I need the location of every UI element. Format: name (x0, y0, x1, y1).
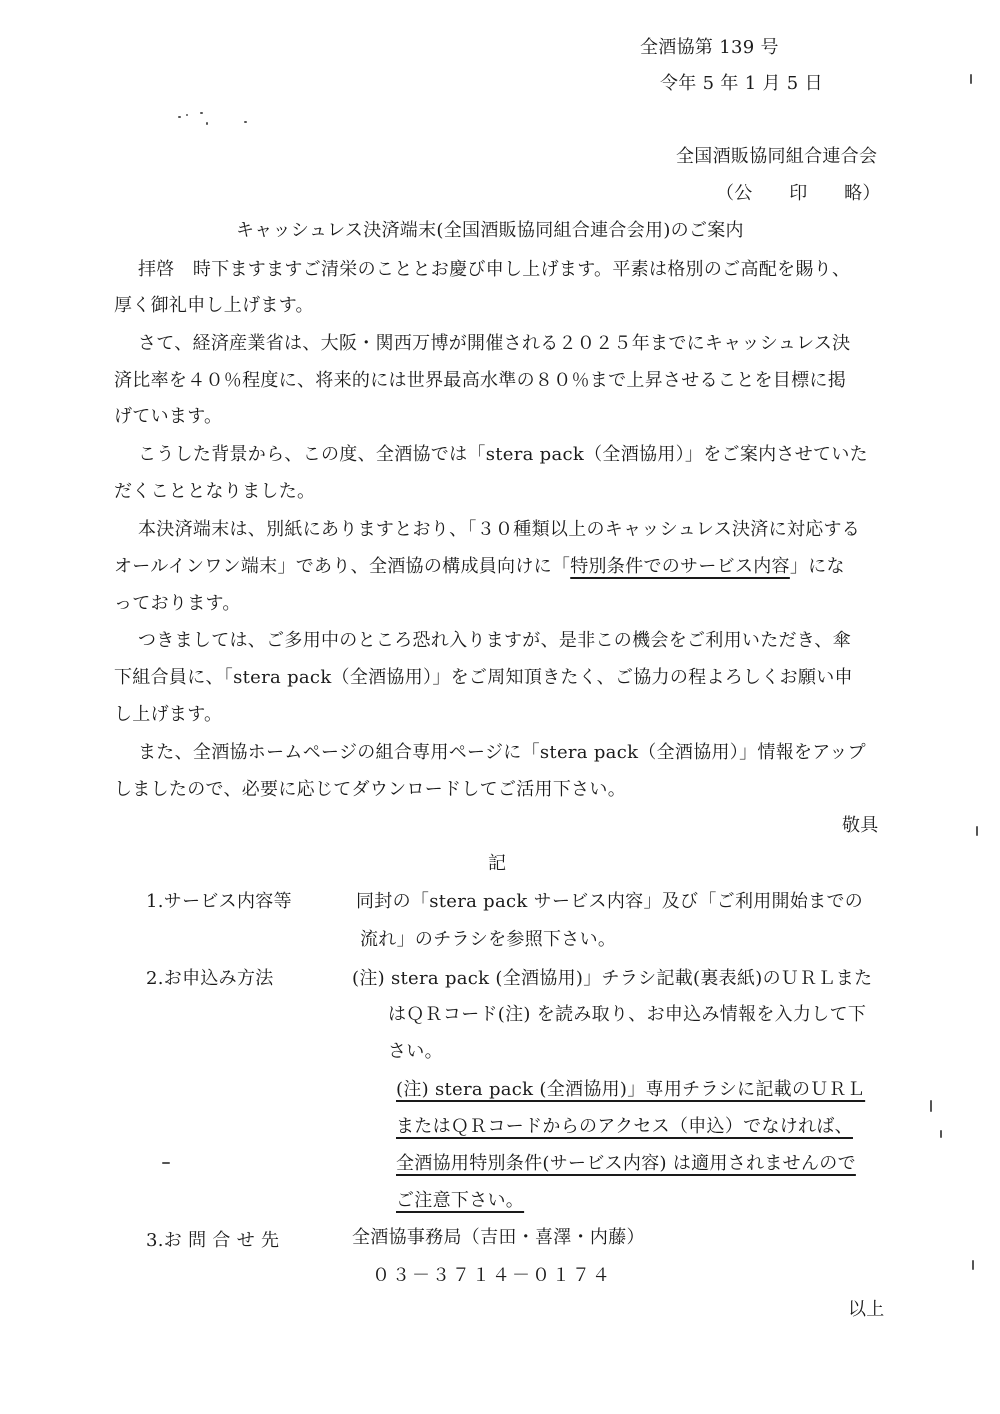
paragraph-4-line-2-end: 」にな (789, 556, 845, 577)
scan-speck (970, 74, 972, 84)
paragraph-6-line-1: また、全酒協ホームページの組合専用ページに「stera pack（全酒協用）」情報をアップ (138, 742, 866, 763)
scan-speck (244, 121, 247, 123)
document-title: キャッシュレス決済端末(全国酒販協同組合連合会用)のご案内 (236, 220, 744, 241)
scan-speck (940, 1130, 942, 1138)
scan-speck (178, 116, 181, 118)
special-conditions-underlined: 特別条件でのサービス内容 (570, 556, 790, 577)
paragraph-2-line-3: げています。 (114, 406, 223, 427)
paragraph-4-line-1: 本決済端末は、別紙にありますとおり、「３０種類以上のキャッシュレス決済に対応する (138, 519, 861, 540)
item-2-line-3: さい。 (388, 1041, 443, 1062)
paragraph-1-line-2: 厚く御礼申し上げます。 (114, 295, 314, 316)
paragraph-5-line-3: し上げます。 (114, 704, 223, 725)
note-line-4: ご注意下さい。 (396, 1190, 525, 1211)
closing-keigu: 敬具 (842, 815, 879, 836)
sender-organization: 全国酒販協同組合連合会 (676, 146, 878, 167)
scan-speck (162, 1162, 170, 1164)
paragraph-4-line-2-start: オールインワン端末」であり、全酒協の構成員向けに「 (114, 556, 571, 577)
paragraph-3-line-1: こうした背景から、この度、全酒協では「stera pack（全酒協用）」をご案内させていた (138, 444, 868, 465)
item-2-line-1: (注) stera pack (全酒協用)」チラシ記載(裏表紙)のＵＲＬまた (352, 968, 873, 989)
scan-speck (200, 112, 203, 114)
item-1-line-1: 同封の「stera pack サービス内容」及び「ご利用開始までの (356, 891, 864, 912)
paragraph-5-line-1: つきましては、ご多用中のところ恐れ入りますが、是非この機会をご利用いただき、傘 (138, 630, 851, 651)
ki-heading: 記 (488, 853, 507, 874)
paragraph-4-line-2 (114, 555, 845, 579)
note-line-2: またはＱＲコードからのアクセス（申込）でなければ、 (396, 1116, 853, 1137)
item-1-line-2: 流れ」のチラシを参照下さい。 (360, 929, 617, 950)
note-line-1: (注) stera pack (全酒協用)」専用チラシに記載のＵＲＬ (396, 1079, 866, 1100)
scan-speck (930, 1100, 932, 1112)
paragraph-6-line-2: しましたので、必要に応じてダウンロードしてご活用下さい。 (114, 779, 627, 800)
document-date: 令年 5 年 1 月 5 日 (660, 73, 823, 94)
paragraph-2-line-1: さて、経済産業省は、大阪・関西万博が開催される２０２５年までにキャッシュレス決 (138, 333, 851, 354)
scan-speck (186, 114, 188, 116)
item-3-label: 3.お 問 合 せ 先 (146, 1230, 280, 1251)
paragraph-1-line-1: 拝啓 時下ますますご清栄のこととお慶び申し上げます。平素は格別のご高配を賜り、 (138, 259, 851, 280)
item-2-line-2: はＱＲコード(注) を読み取り、お申込み情報を入力して下 (388, 1004, 867, 1025)
document-number: 全酒協第 139 号 (640, 37, 779, 58)
paragraph-4-line-3: っております。 (114, 593, 241, 614)
ending-ijo: 以上 (848, 1299, 885, 1320)
scan-speck (972, 1260, 974, 1270)
seal-omitted-note: （公 印 略） (716, 183, 881, 204)
item-2-label: 2.お申込み方法 (146, 968, 274, 989)
item-3-phone: ０３－３７１４－０１７４ (372, 1265, 612, 1286)
scan-speck (206, 122, 208, 125)
item-3-contact: 全酒協事務局（吉田・喜澤・内藤） (352, 1227, 645, 1248)
paragraph-2-line-2: 済比率を４０％程度に、将来的には世界最高水準の８０％まで上昇させることを目標に掲 (114, 370, 846, 391)
item-1-label: 1.サービス内容等 (146, 891, 292, 912)
paragraph-3-line-2: だくこととなりました。 (114, 481, 316, 502)
scan-speck (976, 826, 978, 836)
paragraph-5-line-2: 下組合員に、「stera pack（全酒協用）」をご周知頂きたく、ご協力の程よろしくお願い申 (114, 667, 853, 688)
note-line-3: 全酒協用特別条件(サービス内容) は適用されませんので (396, 1153, 856, 1174)
